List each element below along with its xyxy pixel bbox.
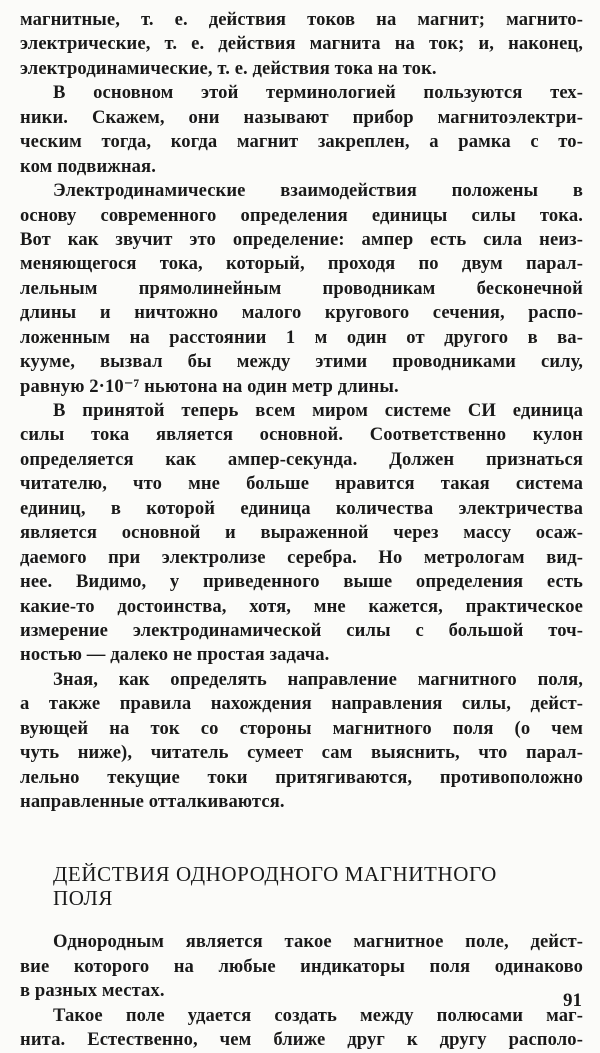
- text-line: вие которого на любые индикаторы поля одинаково: [20, 955, 583, 977]
- section-heading: [20, 862, 583, 910]
- text-line: нита. Естественно, чем ближе друг к другу располо-: [20, 1029, 583, 1051]
- paragraph: [20, 81, 583, 179]
- heading-line: ДЕЙСТВИЯ ОДНОРОДНОГО МАГНИТНОГО: [53, 862, 497, 887]
- body-text-section-2: [20, 930, 583, 1052]
- paragraph: [20, 8, 583, 81]
- text-line: Однородным является такое магнитное поле, дейст-: [53, 931, 583, 953]
- text-line: ники. Скажем, они называют прибор магнитоэлектри-: [20, 106, 583, 128]
- paragraph: [20, 179, 583, 399]
- text-line: силы тока является основной. Соответственно кулон: [20, 424, 583, 446]
- text-line: Электродинамические взаимодействия положены в: [53, 180, 583, 202]
- text-line: электрические, т. е. действия магнита на ток; и, наконец,: [20, 33, 583, 55]
- text-line: равную 2·10⁻⁷ ньютона на один метр длины.: [20, 375, 399, 397]
- text-line: в разных местах.: [20, 980, 165, 1002]
- text-line: нее. Видимо, у приведенного выше определения есть: [20, 571, 583, 593]
- text-line: какие-то достоинства, хотя, мне кажется, практическое: [20, 595, 583, 617]
- text-line: направленные отталкиваются.: [20, 791, 285, 812]
- paragraph: [20, 1004, 583, 1053]
- body-text-section-1: [20, 8, 583, 814]
- text-line: единиц, в которой единица количества электричества: [20, 497, 583, 519]
- text-line: Вот как звучит это определение: ампер есть сила неиз-: [20, 228, 583, 250]
- text-line: лельным прямолинейным проводникам бесконечной: [20, 277, 583, 299]
- text-line: ностью — далеко не простая задача.: [20, 644, 330, 666]
- text-line: ком подвижная.: [20, 155, 156, 177]
- text-line: Зная, как определять направление магнитного поля,: [53, 668, 583, 690]
- text-line: ложенным на расстоянии 1 м один от другого в ва-: [20, 326, 583, 348]
- text-line: основу современного определения единицы силы тока.: [20, 204, 583, 226]
- text-line: меняющегося тока, который, проходя по двум парал-: [20, 253, 583, 275]
- paragraph: [20, 399, 583, 668]
- book-page: [20, 8, 583, 1053]
- text-line: чуть ниже), читатель сумеет сам выяснить, что парал-: [20, 742, 583, 764]
- text-line: В принятой теперь всем миром системе СИ единица: [53, 400, 583, 421]
- paragraph: [20, 930, 583, 1003]
- text-line: а также правила нахождения направления силы, дейст-: [20, 693, 583, 715]
- paragraph: [20, 668, 583, 815]
- text-line: измерение электродинамической силы с большой точ-: [20, 619, 583, 641]
- text-line: Такое поле удается создать между полюсами маг-: [53, 1004, 583, 1026]
- page-number: 91: [563, 990, 582, 1011]
- text-line: читателю, что мне больше нравится такая система: [20, 473, 583, 495]
- text-line: определяется как ампер-секунда. Должен признаться: [20, 448, 583, 470]
- text-line: В основном этой терминологией пользуются тех-: [53, 82, 583, 104]
- text-line: длины и ничтожно малого кругового сечения, распо-: [20, 302, 583, 324]
- text-line: кууме, вызвал бы между этими проводниками силу,: [20, 351, 583, 373]
- text-line: лельно текущие токи притягиваются, противоположно: [20, 766, 583, 788]
- text-line: магнитные, т. е. действия токов на магнит; магнито-: [20, 9, 583, 30]
- text-line: является основной и выраженной через массу осаж-: [20, 522, 583, 544]
- text-line: ческим тогда, когда магнит закреплен, а рамка с то-: [20, 131, 583, 153]
- text-line: электродинамические, т. е. действия тока на ток.: [20, 57, 437, 79]
- text-line: вующей на ток со стороны магнитного поля (о чем: [20, 717, 583, 739]
- heading-line: ПОЛЯ: [53, 886, 113, 911]
- text-line: даемого при электролизе серебра. Но метрологам вид-: [20, 546, 583, 568]
